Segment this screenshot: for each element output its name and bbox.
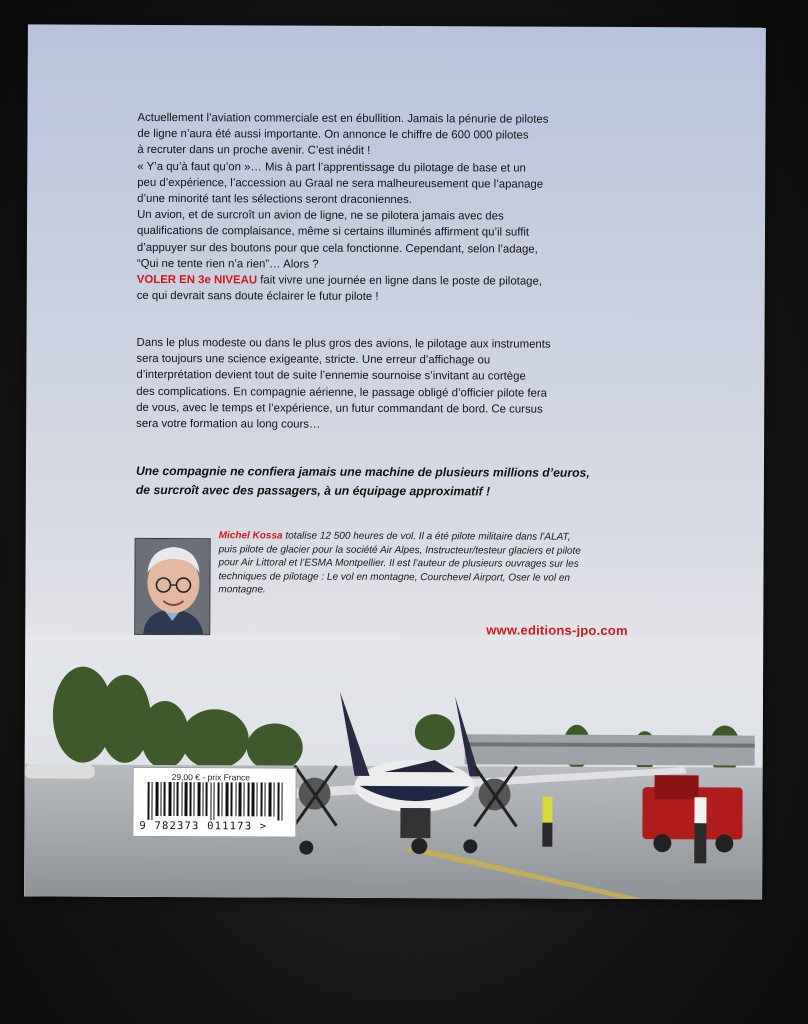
author-name: Michel Kossa bbox=[218, 530, 283, 542]
text-line: sera votre formation au long cours… bbox=[136, 417, 321, 431]
second-paragraph bbox=[136, 335, 632, 434]
bio-line: pour Air Littoral et l’ESMA Montpellier. Il est l’auteur de plusieurs ouvrages sur les bbox=[218, 557, 579, 570]
intro-text bbox=[137, 110, 634, 307]
pull-quote bbox=[136, 462, 636, 502]
bio-line: puis pilote de glacier pour la société Air Alpes, Instructeur/testeur glaciers et pilote bbox=[218, 543, 581, 557]
barcode-icon bbox=[147, 782, 285, 821]
text-line: qualifications de complaisance, même si certains illuminés affirment qu’il suffit bbox=[136, 225, 530, 240]
text-line: de ligne n’aura été aussi importante. On annonce le chiffre de 600 000 pilotes bbox=[137, 128, 529, 142]
text-line: peu d’expérience, l’accession au Graal ne sera malheureusement que l’apanage bbox=[137, 176, 544, 191]
text-line: de vous, avec le temps et l’expérience, un futur commandant de bord. Ce cursus bbox=[136, 401, 543, 416]
text-line: d’appuyer sur des boutons pour que cela fonctionne. Cependant, selon l’adage, bbox=[136, 241, 538, 256]
text-line: d’une minorité tant les sélections seront draconiennes. bbox=[137, 192, 412, 207]
bio-line: montagne. bbox=[218, 584, 266, 596]
author-photo bbox=[134, 538, 210, 635]
highlight-rest: fait vivre une journée en ligne dans le poste de pilotage, bbox=[257, 274, 543, 288]
text-line: à recruter dans un proche avenir. C’est inédit ! bbox=[137, 144, 371, 158]
text-line: Actuellement l’aviation commerciale est en ébullition. Jamais la pénurie de pilotes bbox=[137, 111, 549, 126]
isbn-number: 9 782373 011173 > bbox=[139, 819, 268, 833]
bio-line bbox=[219, 529, 637, 544]
bio-first-line: totalise 12 500 heures de vol. Il a été pilote militaire dans l’ALAT, bbox=[282, 530, 571, 543]
barcode-label bbox=[132, 767, 296, 838]
publisher-website: www.editions-jpo.com bbox=[486, 622, 628, 639]
text-line: Dans le plus modeste ou dans le plus gros des avions, le pilotage aux instruments bbox=[136, 336, 551, 351]
text-line: d’interprétation devient tout de suite l’ennemie sournoise s’invitant au cortège bbox=[136, 369, 526, 383]
bio-line: techniques de pilotage : Le vol en montagne, Courchevel Airport, Oser le vol en bbox=[218, 571, 571, 584]
text-line: sera toujours une science exigeante, stricte. Une erreur d’affichage ou bbox=[136, 353, 491, 367]
author-bio bbox=[218, 529, 636, 599]
text-line: des complications. En compagnie aérienne, le passage obligé d’officier pilote fera bbox=[136, 385, 548, 400]
book-title-highlight: VOLER EN 3e NIVEAU bbox=[136, 273, 258, 287]
text-line: « Y’a qu’à faut qu’on »… Mis à part l’apprentissage du pilotage de base et un bbox=[137, 160, 526, 175]
text-line: Un avion, et de surcroît un avion de ligne, ne se pilotera jamais avec des bbox=[137, 209, 504, 223]
price-text: 29,00 € - prix France bbox=[171, 772, 251, 783]
quote-line: de surcroît avec des passagers, à un équipage approximatif ! bbox=[135, 482, 491, 499]
quote-line: Une compagnie ne confiera jamais une machine de plusieurs millions d’euros, bbox=[135, 463, 590, 480]
book-back-cover bbox=[24, 24, 766, 899]
text-line: “Qui ne tente rien n’a rien”… Alors ? bbox=[136, 257, 319, 271]
text-line: ce qui devrait sans doute éclairer le futur pilote ! bbox=[136, 290, 379, 304]
